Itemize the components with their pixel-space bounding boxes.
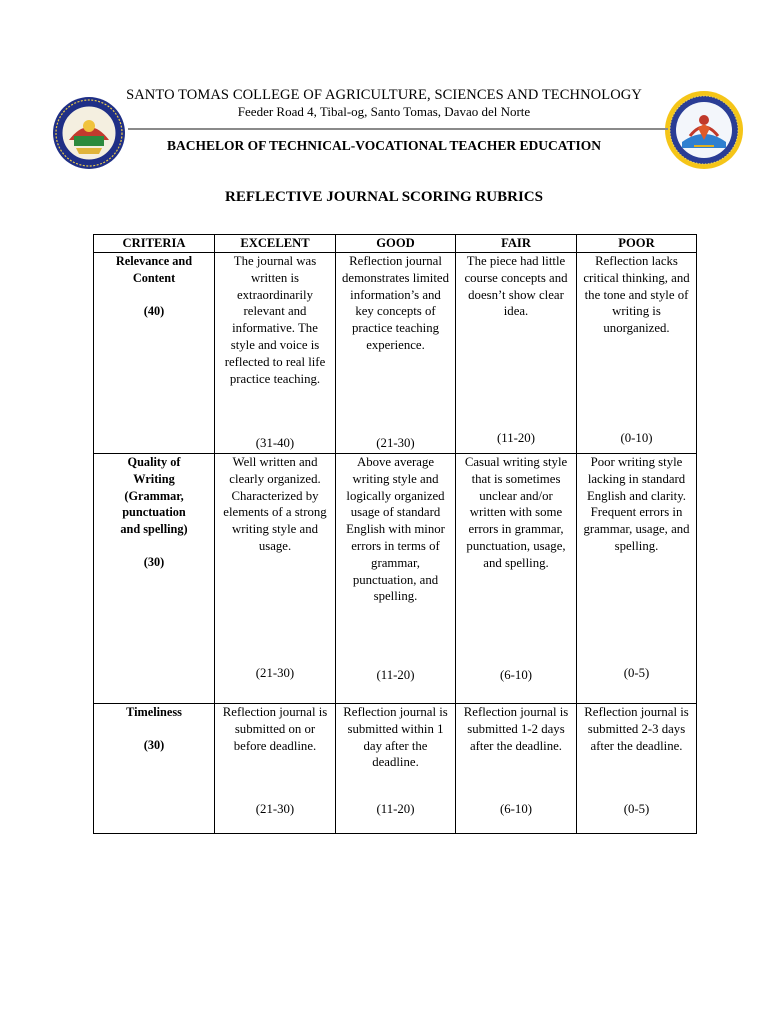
institution-address: Feeder Road 4, Tibal-og, Santo Tomas, Davao del Norte [237,104,531,119]
column-header-good: GOOD [336,235,456,253]
score-range: (11-20) [376,668,415,682]
column-header-excellent: EXCELENT [215,235,336,253]
rubric-description: Reflection journal is submitted within 1 day after the deadline. [343,705,448,770]
rubric-cell-excellent [215,454,336,704]
rubric-description: Reflection journal is submitted 1-2 days after the deadline. [463,705,569,753]
criteria-label-line: Writing [133,471,175,486]
rubric-cell-poor [577,704,697,834]
table-row [94,704,697,834]
rubric-cell-excellent [215,253,336,454]
criteria-label-line: (Grammar, [124,488,184,503]
rubric-cell-poor [577,454,697,704]
score-range: (0-10) [620,431,653,445]
document-title: REFLECTIVE JOURNAL SCORING RUBRICS [225,189,543,205]
rubric-cell-poor [577,253,697,454]
criteria-points: (30) [143,554,165,569]
criteria-label-line: Quality of [127,455,181,469]
scoring-rubric-table [93,234,697,834]
score-range: (11-20) [497,431,535,445]
score-range: (0-5) [623,802,650,816]
rubric-description: Reflection journal is submitted 2-3 days after the deadline. [584,705,689,753]
criteria-label-line: Relevance and [115,254,193,268]
criteria-points: (40) [143,303,165,318]
rubric-description: The journal was written is extraordinarily relevant and informative. The style and voice is reflected to real life practice teaching. [224,254,326,386]
criteria-label-line: and spelling) [120,522,188,537]
score-range: (0-5) [623,666,650,680]
rubric-cell-fair [456,253,577,454]
rubric-cell-fair [456,454,577,704]
score-range: (21-30) [255,666,295,680]
criteria-cell [94,253,215,454]
rubric-description: The piece had little course concepts and doesn’t show clear idea. [464,254,568,319]
rubric-cell-excellent [215,704,336,834]
table-row [94,253,697,454]
score-range: (21-30) [376,436,415,450]
column-header-criteria: CRITERIA [94,235,215,253]
criteria-label-line: Timeliness [126,705,182,719]
criteria-label-line: punctuation [122,505,186,520]
table-header-row [94,235,697,253]
score-range: (31-40) [255,436,295,450]
rubric-description: Reflection journal demonstrates limited information’s and key concepts of practice teaching experience. [342,254,449,352]
program-name: BACHELOR OF TECHNICAL-VOCATIONAL TEACHER EDUCATION [166,138,602,153]
rubric-cell-good [336,454,456,704]
rubric-description: Reflection lacks critical thinking, and the tone and style of writing is unorganized. [583,254,690,336]
rubric-description: Reflection journal is submitted on or before deadline. [222,705,328,753]
score-range: (6-10) [500,802,532,816]
rubric-cell-good [336,704,456,834]
score-range: (6-10) [500,668,532,682]
header-divider [128,128,668,130]
criteria-cell [94,704,215,834]
rubric-description: Well written and clearly organized. Characterized by elements of a strong writing style and usage. [223,455,327,553]
table-row [94,454,697,704]
institution-name: SANTO TOMAS COLLEGE OF AGRICULTURE, SCIENCES AND TECHNOLOGY [126,87,642,103]
rubric-cell-good [336,253,456,454]
column-header-poor: POOR [577,235,697,253]
rubric-description: Above average writing style and logically organized usage of standard English with minor errors in terms of grammar, punctuation, and spelling. [346,455,445,604]
score-range: (11-20) [376,802,415,816]
rubric-description: Poor writing style lacking in standard English and clarity. Frequent errors in grammar, usage, and spelling. [583,455,690,553]
rubric-description: Casual writing style that is sometimes unclear and/or written with some errors in grammar, punctuation, usage, and spelling. [464,455,568,570]
rubric-cell-fair [456,704,577,834]
score-range: (21-30) [255,802,295,816]
criteria-points: (30) [143,737,165,752]
criteria-cell [94,454,215,704]
criteria-label-line: Content [132,270,176,285]
column-header-fair: FAIR [456,235,577,253]
